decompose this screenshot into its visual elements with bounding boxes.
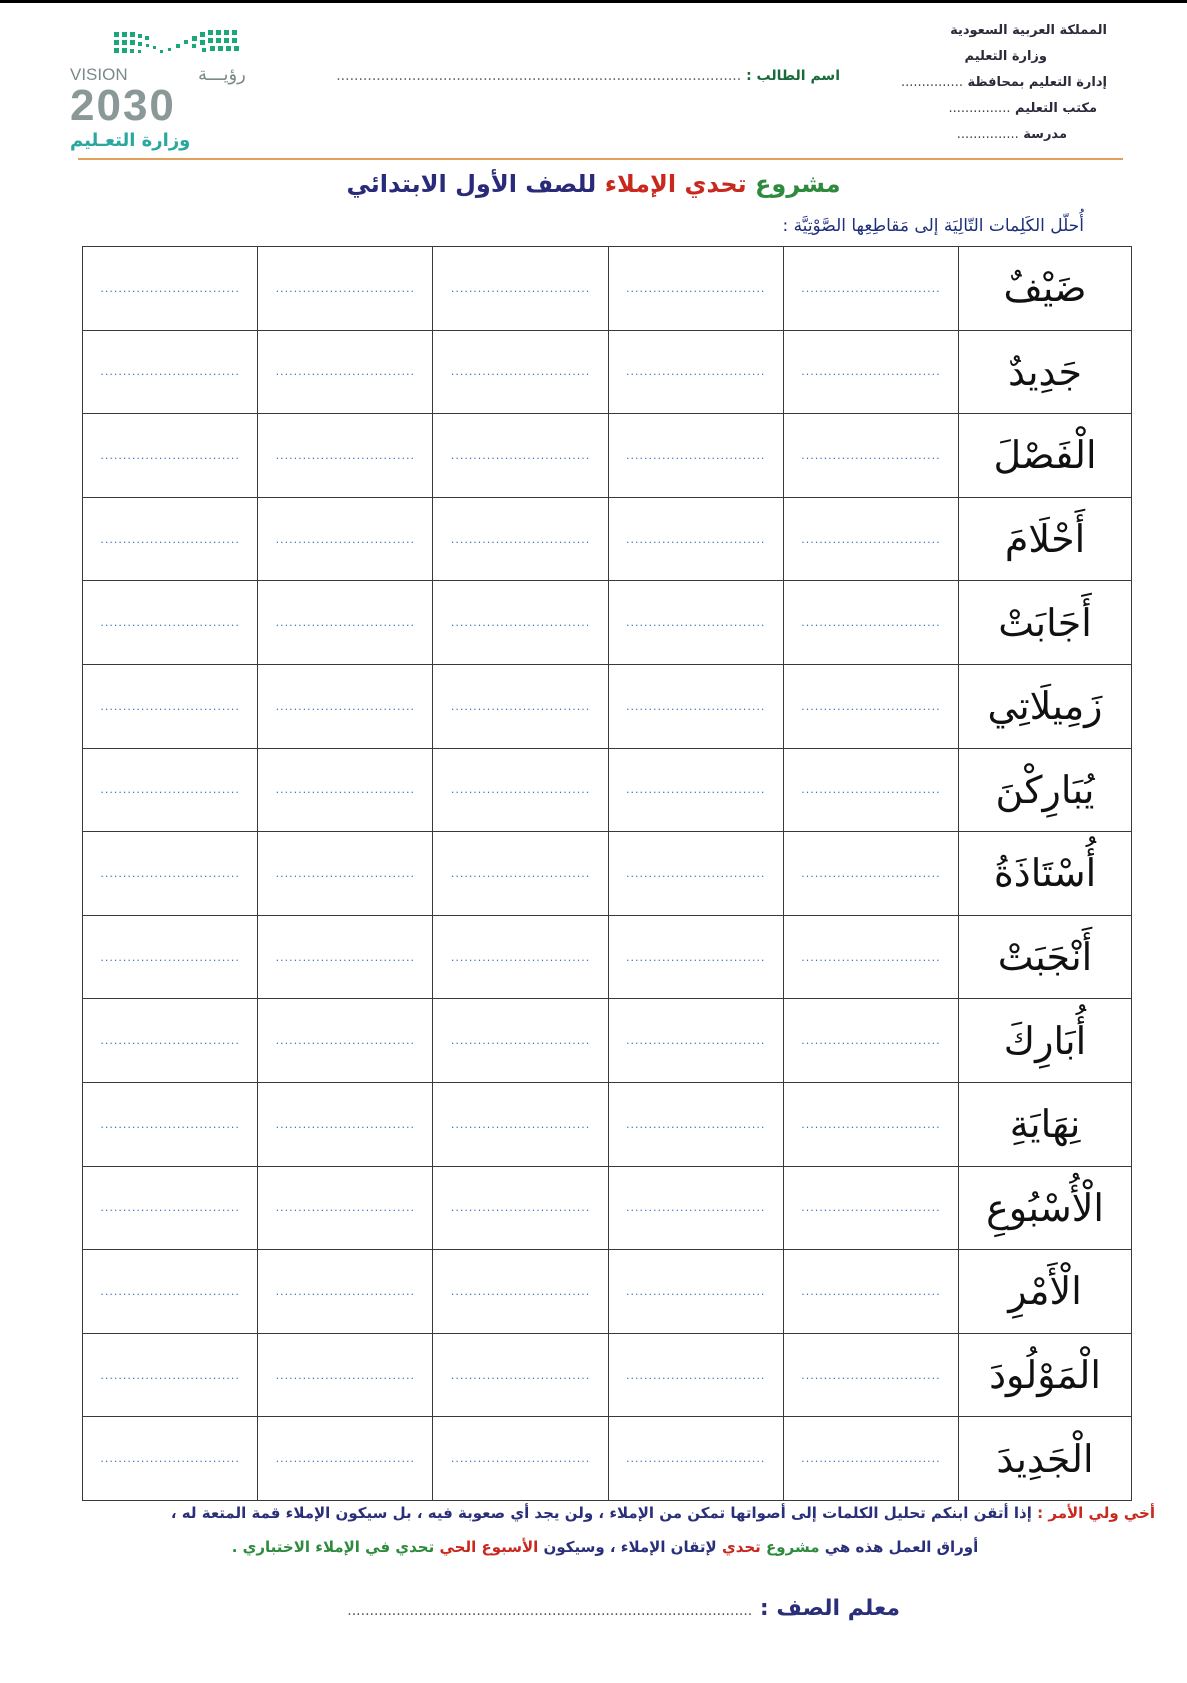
syllable-blank-cell[interactable]: ............................... xyxy=(83,414,258,498)
parent-note-line1 xyxy=(55,1504,1155,1522)
kingdom-label: المملكة العربية السعودية xyxy=(950,23,1107,38)
title-project: مشروع xyxy=(755,170,841,198)
syllable-blank-cell[interactable]: ............................... xyxy=(433,832,608,916)
table-row xyxy=(83,664,1132,748)
school-line xyxy=(777,122,1107,148)
syllable-blank-cell[interactable]: ............................... xyxy=(608,1250,783,1334)
directorate-blank[interactable]: ............... xyxy=(900,75,963,90)
syllable-blank-cell[interactable]: ............................... xyxy=(433,1082,608,1166)
note-part-live-week: الأسبوع الحي xyxy=(439,1538,539,1556)
table-row xyxy=(83,330,1132,414)
parent-note-lead: أخي ولي الأمر : xyxy=(1037,1504,1155,1522)
office-blank[interactable]: ............... xyxy=(948,101,1011,116)
vision-text: VISION xyxy=(70,65,128,84)
syllable-blank-cell[interactable]: ............................... xyxy=(608,664,783,748)
vision-ar-text: رؤيـــة xyxy=(198,64,246,85)
parent-note-line2 xyxy=(55,1538,1155,1556)
syllable-blank-cell[interactable]: ............................... xyxy=(433,414,608,498)
syllable-blank-cell[interactable]: ............................... xyxy=(83,1333,258,1417)
note-part-d: لإتقان الإملاء ، وسيكون xyxy=(543,1538,717,1556)
syllable-blank-cell[interactable]: ............................... xyxy=(783,247,958,331)
table-row xyxy=(83,581,1132,665)
table-row xyxy=(83,915,1132,999)
syllable-blank-cell[interactable]: ............................... xyxy=(433,748,608,832)
syllable-blank-cell[interactable]: ............................... xyxy=(608,915,783,999)
syllable-blank-cell[interactable]: ............................... xyxy=(258,1082,433,1166)
syllable-blank-cell[interactable]: ............................... xyxy=(433,1333,608,1417)
syllable-blank-cell[interactable]: ............................... xyxy=(258,1333,433,1417)
syllable-blank-cell[interactable]: ............................... xyxy=(83,999,258,1083)
syllable-blank-cell[interactable]: ............................... xyxy=(783,915,958,999)
note-part-project: مشروع xyxy=(766,1538,820,1556)
syllable-blank-cell[interactable]: ............................... xyxy=(433,497,608,581)
syllable-blank-cell[interactable]: ............................... xyxy=(258,1417,433,1501)
syllable-blank-cell[interactable]: ............................... xyxy=(783,581,958,665)
word-cell: ضَيْفٌ xyxy=(959,247,1132,331)
syllable-blank-cell[interactable]: ............................... xyxy=(433,664,608,748)
syllable-blank-cell[interactable]: ............................... xyxy=(433,1250,608,1334)
word-cell: أُسْتَاذَةُ xyxy=(959,832,1132,916)
syllable-blank-cell[interactable]: ............................... xyxy=(608,748,783,832)
word-cell: أَحْلَامَ xyxy=(959,497,1132,581)
syllable-blank-cell[interactable]: ............................... xyxy=(433,1417,608,1501)
syllable-blank-cell[interactable]: ............................... xyxy=(783,1082,958,1166)
syllable-blank-cell[interactable]: ............................... xyxy=(783,1250,958,1334)
syllable-blank-cell[interactable]: ............................... xyxy=(783,330,958,414)
office-line xyxy=(777,96,1107,122)
syllable-blank-cell[interactable]: ............................... xyxy=(258,832,433,916)
note-part-f: تحدي في الإملاء الاختباري . xyxy=(231,1538,435,1556)
teacher-name-blank[interactable]: ........................................................................................... xyxy=(347,1603,753,1619)
page-title xyxy=(0,170,1187,198)
student-name-line xyxy=(320,68,840,84)
syllable-blank-cell[interactable]: ............................... xyxy=(783,748,958,832)
table-row xyxy=(83,1333,1132,1417)
syllable-blank-cell[interactable]: ............................... xyxy=(258,581,433,665)
syllable-blank-cell[interactable]: ............................... xyxy=(608,999,783,1083)
table-row xyxy=(83,1417,1132,1501)
table-row xyxy=(83,999,1132,1083)
syllable-blank-cell[interactable]: ............................... xyxy=(783,1333,958,1417)
syllable-blank-cell[interactable]: ............................... xyxy=(83,915,258,999)
syllable-blank-cell[interactable]: ............................... xyxy=(258,999,433,1083)
syllable-table xyxy=(82,246,1132,1501)
syllable-blank-cell[interactable]: ............................... xyxy=(608,497,783,581)
word-cell: يُبَارِكْنَ xyxy=(959,748,1132,832)
syllable-blank-cell[interactable]: ............................... xyxy=(433,1166,608,1250)
school-label: مدرسة xyxy=(1023,127,1067,142)
word-cell: جَدِيدٌ xyxy=(959,330,1132,414)
syllable-blank-cell[interactable]: ............................... xyxy=(258,1166,433,1250)
table-row xyxy=(83,832,1132,916)
syllable-blank-cell[interactable]: ............................... xyxy=(83,247,258,331)
word-cell: أَنْجَبَتْ xyxy=(959,915,1132,999)
syllable-blank-cell[interactable]: ............................... xyxy=(608,1082,783,1166)
title-challenge: تحدي الإملاء xyxy=(604,170,747,198)
syllable-blank-cell[interactable]: ............................... xyxy=(83,832,258,916)
year-text: 2030 xyxy=(70,81,176,130)
syllable-blank-cell[interactable]: ............................... xyxy=(258,915,433,999)
syllable-blank-cell[interactable]: ............................... xyxy=(83,1082,258,1166)
teacher-label: معلم الصف : xyxy=(759,1596,900,1621)
syllable-blank-cell[interactable]: ............................... xyxy=(608,1333,783,1417)
syllable-blank-cell[interactable]: ............................... xyxy=(783,999,958,1083)
syllable-blank-cell[interactable]: ............................... xyxy=(433,581,608,665)
syllable-blank-cell[interactable]: ............................... xyxy=(83,748,258,832)
syllable-blank-cell[interactable]: ............................... xyxy=(783,664,958,748)
word-cell: الْأَمْرِ xyxy=(959,1250,1132,1334)
ministry-label: وزارة التعليم xyxy=(964,49,1047,64)
syllable-blank-cell[interactable]: ............................... xyxy=(83,1417,258,1501)
ministry-logo-text: وزارة التعـليم xyxy=(70,130,191,151)
parent-note-text1: إذا أتقن ابنكم تحليل الكلمات إلى أصواتها تمكن من الإملاء ، ولن يجد أي صعوبة فيه ، بل سيكون الإملاء قمة المتعة له ، xyxy=(170,1504,1032,1522)
word-cell: الْفَصْلَ xyxy=(959,414,1132,498)
title-grade: للصف الأول الابتدائي xyxy=(346,170,597,198)
teacher-line xyxy=(310,1596,900,1621)
syllable-blank-cell[interactable]: ............................... xyxy=(83,330,258,414)
student-name-label: اسم الطالب : xyxy=(746,68,840,84)
syllable-blank-cell[interactable]: ............................... xyxy=(433,999,608,1083)
syllable-blank-cell[interactable]: ............................... xyxy=(258,497,433,581)
syllable-blank-cell[interactable]: ............................... xyxy=(258,1250,433,1334)
table-row xyxy=(83,1166,1132,1250)
instruction-text: أُحلّل الكَلِمات التّالِيَة إلى مَقاطِعِها الصَّوْتِيَّة : xyxy=(782,216,1084,236)
table-row xyxy=(83,247,1132,331)
syllable-blank-cell[interactable]: ............................... xyxy=(83,1250,258,1334)
word-cell: زَمِيلَاتِي xyxy=(959,664,1132,748)
table-row xyxy=(83,1082,1132,1166)
syllable-blank-cell[interactable]: ............................... xyxy=(783,414,958,498)
note-part-challenge: تحدي xyxy=(721,1538,761,1556)
syllable-blank-cell[interactable]: ............................... xyxy=(433,247,608,331)
student-name-blank[interactable]: ........................................................................................... xyxy=(336,68,742,84)
word-cell: نِهَايَةِ xyxy=(959,1082,1132,1166)
syllable-blank-cell[interactable]: ............................... xyxy=(83,664,258,748)
syllable-blank-cell[interactable]: ............................... xyxy=(608,247,783,331)
syllable-blank-cell[interactable]: ............................... xyxy=(608,832,783,916)
syllable-blank-cell[interactable]: ............................... xyxy=(83,581,258,665)
table-row xyxy=(83,748,1132,832)
syllable-blank-cell[interactable]: ............................... xyxy=(258,414,433,498)
word-cell: الْأُسْبُوعِ xyxy=(959,1166,1132,1250)
syllable-blank-cell[interactable]: ............................... xyxy=(608,414,783,498)
syllable-blank-cell[interactable]: ............................... xyxy=(783,832,958,916)
syllable-blank-cell[interactable]: ............................... xyxy=(258,748,433,832)
syllable-blank-cell[interactable]: ............................... xyxy=(83,497,258,581)
word-cell: الْجَدِيدَ xyxy=(959,1417,1132,1501)
vision-2030-logo xyxy=(70,28,270,158)
syllable-blank-cell[interactable]: ............................... xyxy=(783,1417,958,1501)
syllable-blank-cell[interactable]: ............................... xyxy=(783,497,958,581)
syllable-blank-cell[interactable]: ............................... xyxy=(258,247,433,331)
word-cell: أُبَارِكَ xyxy=(959,999,1132,1083)
syllable-blank-cell[interactable]: ............................... xyxy=(258,330,433,414)
note-part-a: أوراق العمل هذه هي xyxy=(824,1538,979,1556)
syllable-blank-cell[interactable]: ............................... xyxy=(608,1417,783,1501)
syllable-blank-cell[interactable]: ............................... xyxy=(608,1166,783,1250)
syllable-blank-cell[interactable]: ............................... xyxy=(783,1166,958,1250)
table-row xyxy=(83,1250,1132,1334)
syllable-blank-cell[interactable]: ............................... xyxy=(433,915,608,999)
syllable-blank-cell[interactable]: ............................... xyxy=(608,330,783,414)
word-cell: الْمَوْلُودَ xyxy=(959,1333,1132,1417)
table-row xyxy=(83,414,1132,498)
logo-dots-pattern xyxy=(114,30,239,53)
school-blank[interactable]: ............... xyxy=(956,127,1019,142)
syllable-blank-cell[interactable]: ............................... xyxy=(433,330,608,414)
header-divider xyxy=(78,158,1123,160)
syllable-blank-cell[interactable]: ............................... xyxy=(258,664,433,748)
top-border xyxy=(0,0,1187,3)
word-cell: أَجَابَتْ xyxy=(959,581,1132,665)
syllable-blank-cell[interactable]: ............................... xyxy=(608,581,783,665)
office-label: مكتب التعليم xyxy=(1015,101,1097,116)
syllable-blank-cell[interactable]: ............................... xyxy=(83,1166,258,1250)
table-row xyxy=(83,497,1132,581)
directorate-label: إدارة التعليم بمحافظة xyxy=(967,75,1107,90)
